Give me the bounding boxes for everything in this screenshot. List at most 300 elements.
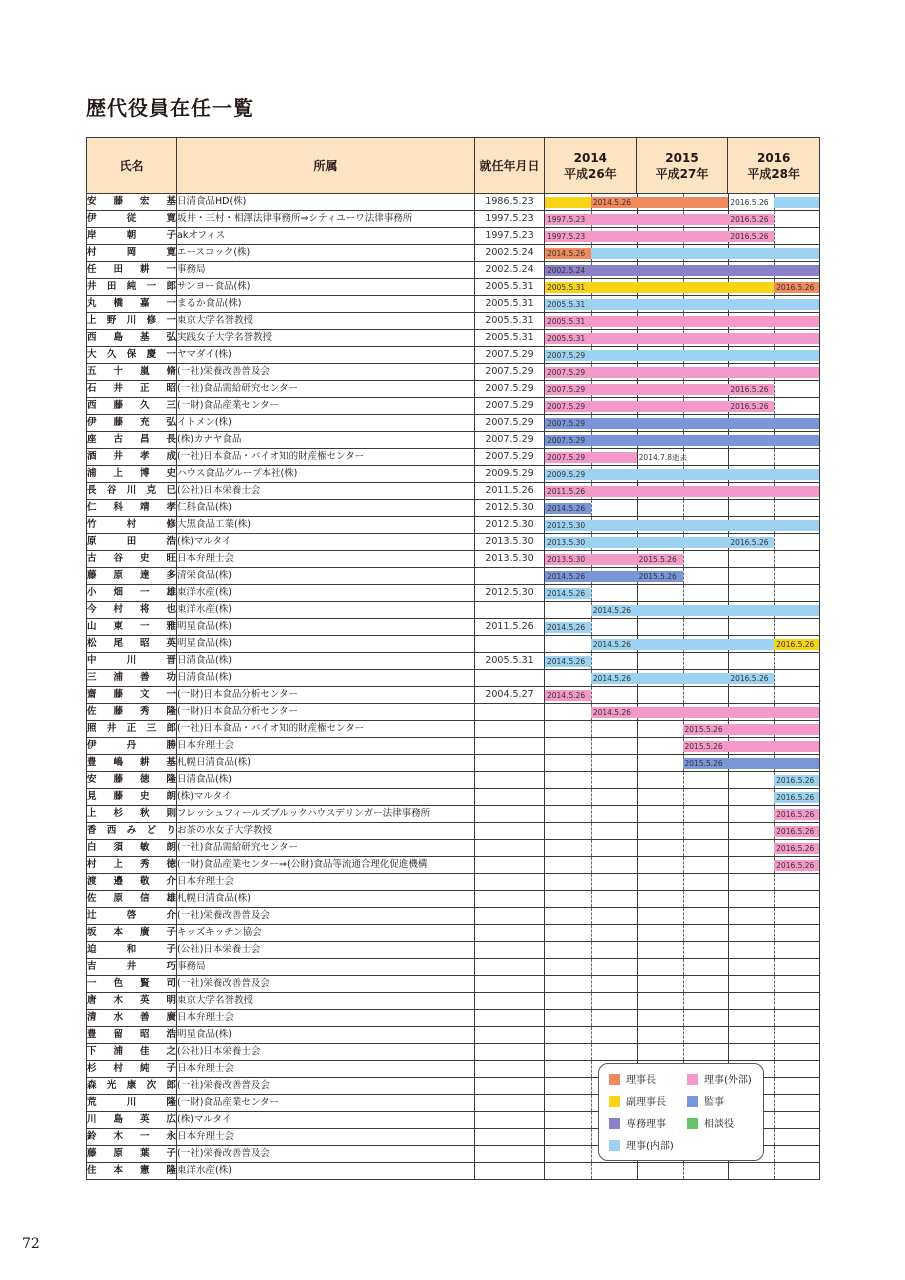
member-affiliation: (一社)日本食品・バイオ知的財産権センター (177, 721, 475, 738)
midyear-gridline (774, 942, 775, 958)
member-name-text: 吉井巧 (87, 961, 176, 972)
midyear-gridline (683, 942, 684, 958)
tenure-timeline (545, 1044, 820, 1061)
member-name-text: 村岡寛 (87, 247, 176, 258)
member-name-text: 酒井孝成 (87, 451, 176, 462)
legend-label: 理事長 (626, 1075, 656, 1086)
tenure-bar-internal (591, 248, 820, 259)
member-name (87, 517, 177, 534)
appointment-date: 2013.5.30 (475, 551, 545, 568)
year-gridline (728, 500, 729, 516)
midyear-gridline (591, 1010, 592, 1026)
table-row (87, 1027, 820, 1044)
appointment-date (475, 857, 545, 874)
member-name (87, 942, 177, 959)
year-gridline (637, 789, 638, 805)
legend-label: 副理事長 (626, 1097, 666, 1108)
midyear-gridline (683, 874, 684, 890)
midyear-gridline (774, 874, 775, 890)
tenure-date-label: 2016.5.26 (776, 793, 815, 802)
tenure-bar-external (545, 367, 820, 378)
tenure-timeline (545, 1027, 820, 1044)
member-affiliation: 日本弁理士会 (177, 551, 475, 568)
member-name-text: 小畑一雄 (87, 587, 176, 598)
year-gridline (728, 585, 729, 601)
midyear-gridline (774, 1163, 775, 1179)
appointment-date: 2013.5.30 (475, 534, 545, 551)
member-name-text: 村上秀徳 (87, 859, 176, 870)
appointment-date: 2007.5.29 (475, 347, 545, 364)
year-gridline (637, 1163, 638, 1179)
tenure-date-label: 1997.5.23 (547, 215, 586, 224)
tenure-date-label: 2007.5.29 (547, 351, 586, 360)
tenure-timeline (545, 296, 820, 313)
tenure-date-label: 2009.5.29 (547, 470, 586, 479)
midyear-gridline (774, 1027, 775, 1043)
tenure-timeline (545, 738, 820, 755)
legend-item-managing (609, 1118, 666, 1132)
table-row (87, 1044, 820, 1061)
tenure-date-label: 2014.5.26 (592, 198, 631, 207)
member-name (87, 653, 177, 670)
member-name (87, 840, 177, 857)
appointment-date (475, 942, 545, 959)
midyear-gridline (774, 1112, 775, 1128)
member-affiliation: 東京大学名誉教授 (177, 993, 475, 1010)
tenure-timeline (545, 789, 820, 806)
midyear-gridline (591, 653, 592, 669)
appointment-date (475, 738, 545, 755)
member-name (87, 347, 177, 364)
member-name-text: 下浦佳之 (87, 1046, 176, 1057)
tenure-timeline (545, 806, 820, 823)
member-name-text: 辻啓介 (87, 910, 176, 921)
tenure-timeline (545, 874, 820, 891)
member-name (87, 279, 177, 296)
midyear-gridline (683, 823, 684, 839)
tenure-timeline (545, 619, 820, 636)
member-name (87, 1163, 177, 1180)
member-affiliation: (一財)日本食品分析センター (177, 687, 475, 704)
member-name (87, 721, 177, 738)
member-name-text: 豊嶋耕基 (87, 757, 176, 768)
table-row (87, 534, 820, 551)
appointment-date (475, 840, 545, 857)
member-affiliation: (一財)日本食品分析センター (177, 704, 475, 721)
midyear-gridline (683, 1010, 684, 1026)
tenure-bar-auditor (545, 418, 820, 429)
appointment-date (475, 721, 545, 738)
table-row (87, 551, 820, 568)
appointment-date (475, 806, 545, 823)
year-header-2014 (545, 138, 637, 193)
tenure-date-label: 2014.5.26 (547, 249, 586, 258)
table-row (87, 925, 820, 942)
appointment-date (475, 1044, 545, 1061)
midyear-gridline (591, 993, 592, 1009)
tenure-timeline (545, 313, 820, 330)
tenure-timeline (545, 959, 820, 976)
member-name-text: 佐藤秀隆 (87, 706, 176, 717)
tenure-date-label: 2014.7.8逝去 (638, 453, 688, 462)
timeline-header (545, 138, 820, 194)
table-row (87, 959, 820, 976)
tenure-timeline (545, 568, 820, 585)
tenure-timeline (545, 857, 820, 874)
midyear-gridline (683, 857, 684, 873)
year-gridline (637, 857, 638, 873)
appointment-date (475, 755, 545, 772)
appointment-date (475, 1163, 545, 1180)
table-row (87, 840, 820, 857)
table-row (87, 398, 820, 415)
table-row (87, 228, 820, 245)
tenure-date-label: 2014.5.26 (547, 657, 586, 666)
legend-label: 理事(内部) (626, 1141, 674, 1152)
era-label: 平成27年 (655, 166, 709, 181)
year-gridline (728, 687, 729, 703)
member-name (87, 738, 177, 755)
tenure-timeline (545, 415, 820, 432)
midyear-gridline (591, 1078, 592, 1094)
tenure-bar-internal (545, 299, 820, 310)
legend-label: 相談役 (704, 1119, 734, 1130)
midyear-gridline (774, 908, 775, 924)
appointment-date: 1997.5.23 (475, 211, 545, 228)
officer-roster-table (86, 137, 820, 1180)
tenure-timeline (545, 602, 820, 619)
midyear-gridline (683, 1163, 684, 1179)
member-name-text: 山東一雅 (87, 621, 176, 632)
table-row (87, 500, 820, 517)
member-name (87, 1095, 177, 1112)
year-gridline (728, 449, 729, 465)
member-name-text: 長谷川克巳 (87, 485, 176, 496)
tenure-date-label: 2011.5.26 (547, 487, 586, 496)
midyear-gridline (591, 1129, 592, 1145)
member-name (87, 330, 177, 347)
member-name-text: 今村将也 (87, 604, 176, 615)
tenure-timeline (545, 993, 820, 1010)
appointment-date: 2012.5.30 (475, 585, 545, 602)
tenure-timeline (545, 772, 820, 789)
tenure-bar-internal (545, 350, 820, 361)
tenure-date-label: 2016.5.26 (730, 385, 769, 394)
tenure-date-label: 2005.5.31 (547, 334, 586, 343)
member-name (87, 619, 177, 636)
tenure-timeline (545, 891, 820, 908)
tenure-timeline (545, 670, 820, 687)
member-name-text: 五十嵐脩 (87, 366, 176, 377)
appointment-date (475, 908, 545, 925)
tenure-timeline (545, 262, 820, 279)
member-affiliation: (一財)食品産業センター (177, 1095, 475, 1112)
tenure-date-label: 2014.5.26 (592, 606, 631, 615)
member-name (87, 1027, 177, 1044)
member-affiliation: 日本弁理士会 (177, 738, 475, 755)
year-gridline (728, 891, 729, 907)
midyear-gridline (591, 959, 592, 975)
member-name-text: 中川晋 (87, 655, 176, 666)
member-affiliation: 日清食品HD(株) (177, 194, 475, 211)
member-affiliation: (一社)食品需給研究センター (177, 840, 475, 857)
member-name-text: 西藤久三 (87, 400, 176, 411)
tenure-timeline (545, 211, 820, 228)
member-affiliation: 明星食品(株) (177, 1027, 475, 1044)
tenure-date-label: 2013.5.30 (547, 538, 586, 547)
tenure-date-label: 2014.5.26 (592, 708, 631, 717)
midyear-gridline (591, 1163, 592, 1179)
member-name (87, 466, 177, 483)
member-affiliation: 日本弁理士会 (177, 874, 475, 891)
member-name (87, 602, 177, 619)
member-affiliation: (一社)栄養改善普及会 (177, 1146, 475, 1163)
table-row (87, 364, 820, 381)
appointment-date (475, 823, 545, 840)
midyear-gridline (683, 976, 684, 992)
tenure-date-label: 2014.5.26 (547, 572, 586, 581)
appointment-date: 2007.5.29 (475, 364, 545, 381)
member-affiliation: お茶の水女子大学教授 (177, 823, 475, 840)
year-gridline (637, 908, 638, 924)
tenure-timeline (545, 245, 820, 262)
tenure-timeline (545, 840, 820, 857)
member-name (87, 908, 177, 925)
tenure-date-label: 2007.5.29 (547, 368, 586, 377)
member-name (87, 500, 177, 517)
table-row (87, 908, 820, 925)
midyear-gridline (683, 840, 684, 856)
midyear-gridline (774, 500, 775, 516)
member-name-text: 座古昌長 (87, 434, 176, 445)
midyear-gridline (591, 1027, 592, 1043)
member-name-text: 仁科靖孝 (87, 502, 176, 513)
appointment-date: 2005.5.31 (475, 279, 545, 296)
member-name-text: 藤原達多 (87, 570, 176, 581)
year-gridline (728, 993, 729, 1009)
year-gridline (728, 653, 729, 669)
appointment-date (475, 874, 545, 891)
member-name-text: 豊留昭浩 (87, 1029, 176, 1040)
appointment-date: 2012.5.30 (475, 500, 545, 517)
midyear-gridline (591, 1044, 592, 1060)
tenure-timeline (545, 381, 820, 398)
midyear-gridline (591, 908, 592, 924)
appointment-date (475, 1061, 545, 1078)
member-affiliation: 東京大学名誉教授 (177, 313, 475, 330)
member-affiliation: 明星食品(株) (177, 636, 475, 653)
member-name-text: 白須敏朗 (87, 842, 176, 853)
tenure-date-label: 2014.5.26 (547, 589, 586, 598)
member-affiliation: イトメン(株) (177, 415, 475, 432)
year-gridline (728, 1163, 729, 1179)
midyear-gridline (591, 1112, 592, 1128)
midyear-gridline (774, 211, 775, 227)
tenure-timeline (545, 755, 820, 772)
member-name-text: 齋藤文一 (87, 689, 176, 700)
legend-swatch (687, 1074, 698, 1085)
appointment-date (475, 891, 545, 908)
tenure-date-label: 2005.5.31 (547, 317, 586, 326)
midyear-gridline (683, 568, 684, 584)
page-title: 歴代役員在任一覧 (86, 96, 254, 120)
table-row (87, 568, 820, 585)
midyear-gridline (774, 568, 775, 584)
year-gridline (637, 653, 638, 669)
appointment-date: 2005.5.31 (475, 313, 545, 330)
tenure-timeline (545, 517, 820, 534)
appointment-date: 1997.5.23 (475, 228, 545, 245)
member-affiliation: (一社)栄養改善普及会 (177, 364, 475, 381)
member-name (87, 636, 177, 653)
member-name-text: 古谷史旺 (87, 553, 176, 564)
member-name-text: 佐原信雄 (87, 893, 176, 904)
member-affiliation: (一社)栄養改善普及会 (177, 1078, 475, 1095)
year-gridline (728, 551, 729, 567)
appointment-date: 2011.5.26 (475, 619, 545, 636)
appointment-date (475, 1112, 545, 1129)
member-name (87, 432, 177, 449)
tenure-date-label: 2015.5.26 (638, 572, 677, 581)
member-name-text: 任田耕一 (87, 264, 176, 275)
midyear-gridline (774, 381, 775, 397)
tenure-timeline (545, 636, 820, 653)
year-header-2015 (637, 138, 729, 193)
member-name (87, 585, 177, 602)
table-row (87, 517, 820, 534)
role-legend (598, 1063, 764, 1161)
member-affiliation: akオフィス (177, 228, 475, 245)
table-row (87, 211, 820, 228)
tenure-timeline (545, 398, 820, 415)
member-name-text: 杉村純子 (87, 1063, 176, 1074)
tenure-date-label: 2015.5.26 (684, 725, 723, 734)
member-affiliation: 日清食品(株) (177, 653, 475, 670)
member-affiliation: 坂井・三村・相澤法律事務所⇒シティユーワ法律事務所 (177, 211, 475, 228)
midyear-gridline (774, 1061, 775, 1077)
year-gridline (637, 840, 638, 856)
member-name (87, 1044, 177, 1061)
member-affiliation: 日本弁理士会 (177, 1010, 475, 1027)
tenure-date-label: 2016.5.26 (730, 538, 769, 547)
midyear-gridline (683, 925, 684, 941)
appointment-date (475, 636, 545, 653)
tenure-bar-vice (545, 197, 591, 208)
midyear-gridline (683, 1027, 684, 1043)
table-row (87, 789, 820, 806)
tenure-timeline (545, 279, 820, 296)
member-affiliation: (公社)日本栄養士会 (177, 1044, 475, 1061)
member-name (87, 891, 177, 908)
midyear-gridline (591, 772, 592, 788)
appointment-date: 2005.5.31 (475, 653, 545, 670)
table-row (87, 262, 820, 279)
table-row (87, 194, 820, 211)
member-name (87, 704, 177, 721)
member-name (87, 959, 177, 976)
tenure-timeline (545, 432, 820, 449)
member-name-text: 伊藤充弘 (87, 417, 176, 428)
year-gridline (637, 823, 638, 839)
member-name (87, 1061, 177, 1078)
year-gridline (637, 925, 638, 941)
table-row (87, 483, 820, 500)
tenure-date-label: 2016.5.26 (730, 402, 769, 411)
member-affiliation: 事務局 (177, 262, 475, 279)
appointment-date: 2005.5.31 (475, 296, 545, 313)
member-affiliation: (株)マルタイ (177, 534, 475, 551)
member-affiliation: 事務局 (177, 959, 475, 976)
tenure-bar-internal (774, 197, 819, 208)
tenure-date-label: 2005.5.31 (547, 300, 586, 309)
member-name (87, 483, 177, 500)
legend-item-auditor (687, 1096, 724, 1110)
year-gridline (637, 1010, 638, 1026)
midyear-gridline (683, 806, 684, 822)
member-name-text: 伊丹勝 (87, 740, 176, 751)
table-row (87, 738, 820, 755)
member-name-text: 迫和子 (87, 944, 176, 955)
member-name (87, 1112, 177, 1129)
midyear-gridline (591, 1061, 592, 1077)
table-row (87, 721, 820, 738)
tenure-date-label: 2016.5.26 (730, 215, 769, 224)
midyear-gridline (591, 806, 592, 822)
appointment-date: 2007.5.29 (475, 449, 545, 466)
midyear-gridline (774, 1078, 775, 1094)
tenure-timeline (545, 721, 820, 738)
tenure-timeline (545, 449, 820, 466)
member-name-text: 清水善廣 (87, 1012, 176, 1023)
tenure-timeline (545, 330, 820, 347)
year-gridline (728, 908, 729, 924)
member-name (87, 398, 177, 415)
tenure-timeline (545, 704, 820, 721)
appointment-date (475, 1129, 545, 1146)
tenure-timeline (545, 687, 820, 704)
tenure-date-label: 2015.5.26 (684, 759, 723, 768)
tenure-date-label: 2015.5.26 (684, 742, 723, 751)
tenure-date-label: 2012.5.30 (547, 521, 586, 530)
legend-item-advisor (687, 1118, 734, 1132)
member-name-text: 鈴木一永 (87, 1131, 176, 1142)
tenure-bar-auditor (545, 435, 820, 446)
tenure-date-label: 2016.5.26 (776, 640, 815, 649)
member-name-text: 丸橋嘉一 (87, 298, 176, 309)
midyear-gridline (683, 500, 684, 516)
member-affiliation: 東洋水産(株) (177, 1163, 475, 1180)
midyear-gridline (683, 908, 684, 924)
member-name-text: 照井正三郎 (87, 723, 176, 734)
member-name (87, 823, 177, 840)
midyear-gridline (774, 1010, 775, 1026)
tenure-date-label: 2016.5.26 (776, 776, 815, 785)
table-row (87, 687, 820, 704)
member-affiliation: (公社)日本栄養士会 (177, 483, 475, 500)
member-name (87, 806, 177, 823)
table-row (87, 313, 820, 330)
midyear-gridline (683, 993, 684, 1009)
year-gridline (728, 942, 729, 958)
member-affiliation: キッズキッチン協会 (177, 925, 475, 942)
midyear-gridline (591, 942, 592, 958)
member-affiliation: 日本弁理士会 (177, 1061, 475, 1078)
year-gridline (637, 721, 638, 737)
legend-item-chairman (609, 1074, 656, 1088)
year-gridline (637, 585, 638, 601)
table-row (87, 704, 820, 721)
year-gridline (728, 568, 729, 584)
